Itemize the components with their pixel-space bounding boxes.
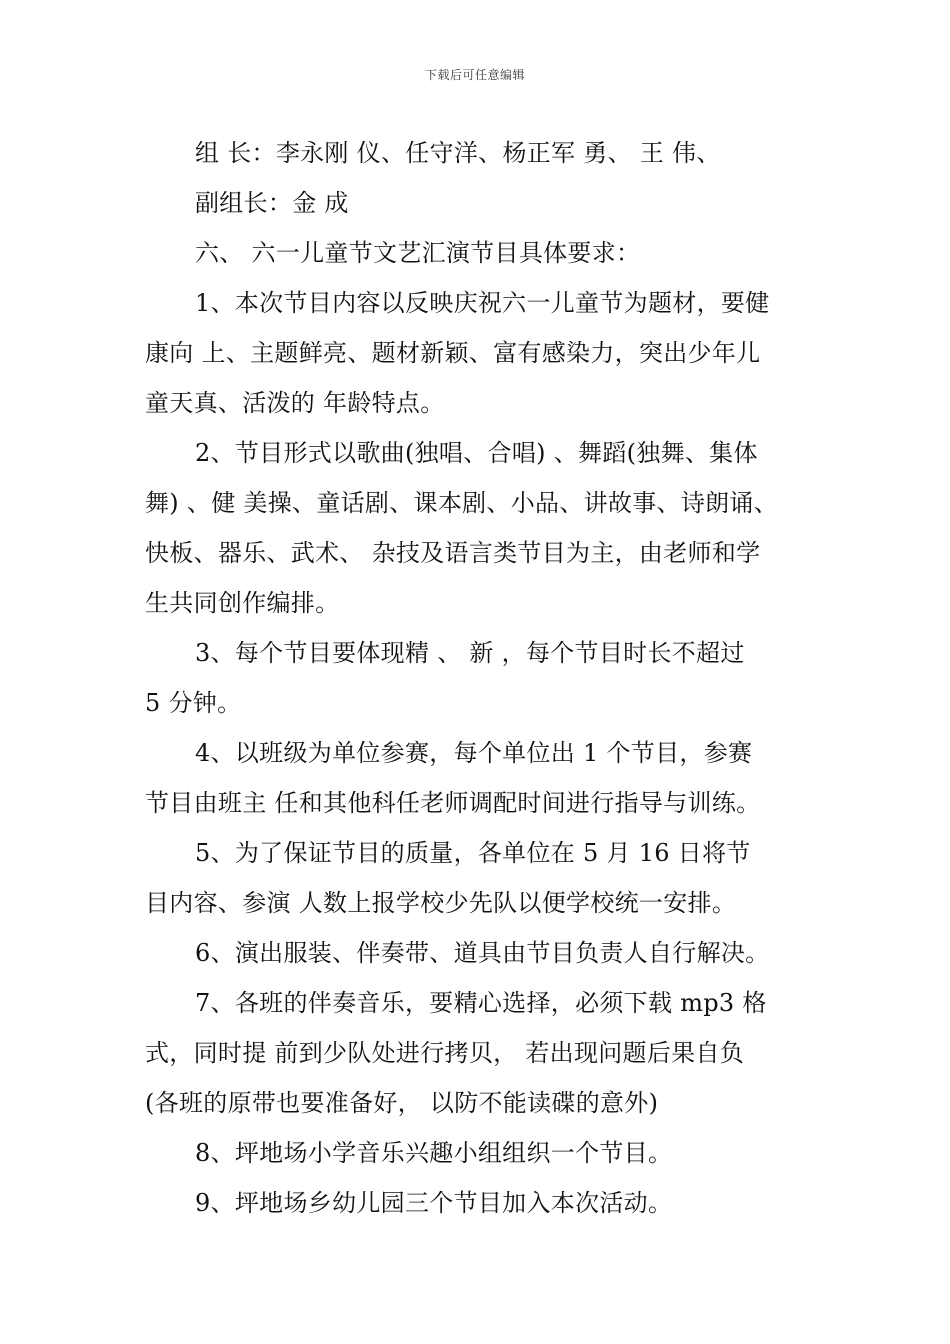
text-line: (各班的原带也要准备好， 以防不能读碟的意外) [145, 1089, 659, 1117]
text-line: 3、每个节目要体现精 、 新 ，每个节目时长不超过 [195, 639, 745, 667]
text-line: 4、以班级为单位参赛，每个单位出 1 个节目，参赛 [195, 739, 753, 767]
text-line: 9、坪地场乡幼儿园三个节目加入本次活动。 [195, 1189, 673, 1217]
text-line: 6、演出服装、伴奏带、道具由节目负责人自行解决。 [195, 939, 770, 967]
text-line: 副组长：金 成 [195, 189, 349, 217]
section-heading: 六、 六一儿童节文艺汇演节目具体要求： [195, 239, 641, 267]
text-line: 生共同创作编排。 [145, 589, 340, 617]
text-line: 7、各班的伴奏音乐，要精心选择，必须下载 mp3 格 [195, 989, 767, 1017]
text-line: 目内容、参演 人数上报学校少先队以便学校统一安排。 [145, 889, 737, 917]
text-line: 康向 上、主题鲜亮、题材新颖、富有感染力，突出少年儿 [145, 339, 761, 367]
text-line: 5 分钟。 [145, 689, 242, 717]
text-line: 8、坪地场小学音乐兴趣小组组织一个节目。 [195, 1139, 673, 1167]
text-line: 快板、器乐、武术、 杂技及语言类节目为主，由老师和学 [145, 539, 761, 567]
text-line: 式，同时提 前到少队处进行拷贝， 若出现问题后果自负 [145, 1039, 745, 1067]
text-line: 舞) 、健 美操、童话剧、课本剧、小品、讲故事、诗朗诵、 [145, 489, 779, 517]
text-line: 1、本次节目内容以反映庆祝六一儿童节为题材，要健 [195, 289, 770, 317]
text-line: 组 长：李永刚 仪、任守洋、杨正军 勇、 王 伟、 [195, 139, 721, 167]
document-body [145, 128, 825, 1228]
text-line: 节目由班主 任和其他科任老师调配时间进行指导与训练。 [145, 789, 761, 817]
text-line: 童天真、活泼的 年龄特点。 [145, 389, 445, 417]
text-line: 2、节目形式以歌曲(独唱、合唱) 、舞蹈(独舞、集体 [195, 439, 758, 467]
page-header: 下载后可任意编辑 [424, 68, 525, 82]
text-line: 5、为了保证节目的质量，各单位在 5 月 16 日将节 [195, 839, 751, 867]
